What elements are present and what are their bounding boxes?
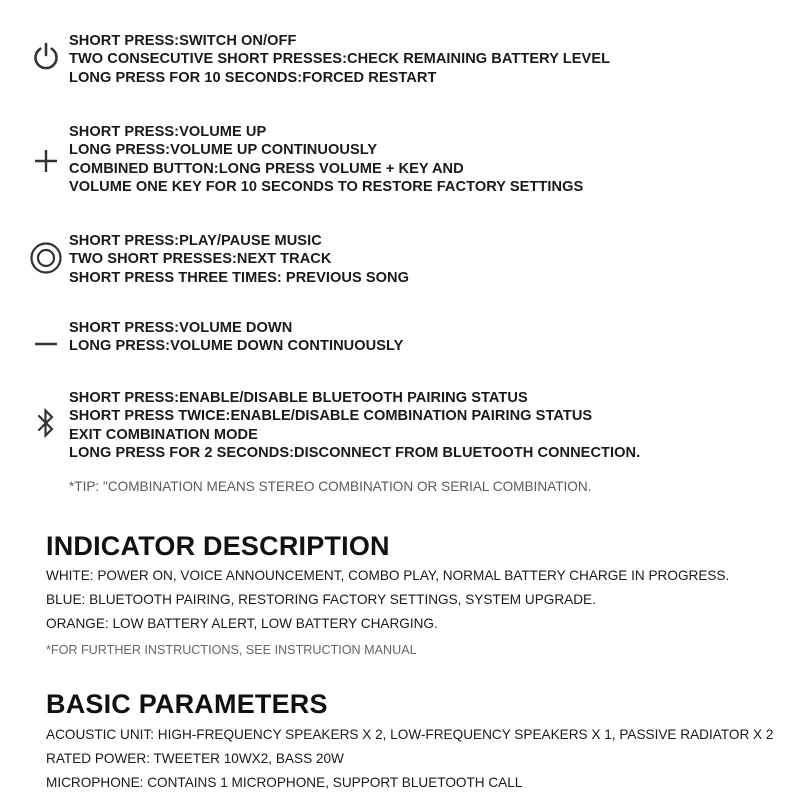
description-line: VOLUME ONE KEY FOR 10 SECONDS TO RESTORE FACTORY SETTINGS <box>69 179 584 196</box>
description-line: SHORT PRESS:VOLUME DOWN <box>69 320 293 336</box>
description-line: LONG PRESS:VOLUME DOWN CONTINUOUSLY <box>69 338 404 355</box>
power-button-description <box>69 32 789 87</box>
description-line: SHORT PRESS:PLAY/PAUSE MUSIC <box>69 233 322 249</box>
plus-icon <box>28 143 64 179</box>
description-line: SHORT PRESS THREE TIMES: PREVIOUS SONG <box>69 269 410 286</box>
description-line: SHORT PRESS TWICE:ENABLE/DISABLE COMBINATION PAIRING STATUS <box>69 408 593 425</box>
volume-up-button-description <box>69 123 789 197</box>
play-pause-circle-icon <box>28 240 64 276</box>
bluetooth-icon <box>28 405 64 441</box>
description-line: LONG PRESS FOR 2 SECONDS:DISCONNECT FROM BLUETOOTH CONNECTION. <box>69 445 641 462</box>
description-line: TWO CONSECUTIVE SHORT PRESSES:CHECK REMAINING BATTERY LEVEL <box>69 51 611 68</box>
indicator-line-orange: ORANGE: LOW BATTERY ALERT, LOW BATTERY CHARGING. <box>46 616 438 631</box>
combination-tip: *TIP: "COMBINATION MEANS STEREO COMBINATION OR SERIAL COMBINATION. <box>69 479 592 494</box>
description-line: SHORT PRESS:SWITCH ON/OFF <box>69 33 297 49</box>
parameter-rated-power: RATED POWER: TWEETER 10WX2, BASS 20W <box>46 751 344 766</box>
power-icon <box>28 38 64 74</box>
bluetooth-button-description <box>69 389 789 463</box>
minus-icon <box>28 321 64 357</box>
parameters-title: BASIC PARAMETERS <box>46 689 328 719</box>
description-line: SHORT PRESS:ENABLE/DISABLE BLUETOOTH PAIRING STATUS <box>69 390 528 406</box>
description-line: COMBINED BUTTON:LONG PRESS VOLUME + KEY AND <box>69 160 464 177</box>
instruction-manual-note: *FOR FURTHER INSTRUCTIONS, SEE INSTRUCTION MANUAL <box>46 643 417 657</box>
description-line: LONG PRESS:VOLUME UP CONTINUOUSLY <box>69 142 378 159</box>
description-line: LONG PRESS FOR 10 SECONDS:FORCED RESTART <box>69 69 437 86</box>
volume-down-button-description <box>69 319 789 356</box>
play-pause-button-description <box>69 232 789 287</box>
description-line: EXIT COMBINATION MODE <box>69 426 258 443</box>
parameter-acoustic-unit: ACOUSTIC UNIT: HIGH-FREQUENCY SPEAKERS X 2, LOW-FREQUENCY SPEAKERS X 1, PASSIVE RADIATOR X 2 <box>46 727 774 742</box>
indicator-line-blue: BLUE: BLUETOOTH PAIRING, RESTORING FACTORY SETTINGS, SYSTEM UPGRADE. <box>46 592 596 607</box>
description-line: SHORT PRESS:VOLUME UP <box>69 124 267 140</box>
indicator-title: INDICATOR DESCRIPTION <box>46 531 390 561</box>
indicator-line-white: WHITE: POWER ON, VOICE ANNOUNCEMENT, COMBO PLAY, NORMAL BATTERY CHARGE IN PROGRESS. <box>46 568 730 583</box>
description-line: TWO SHORT PRESSES:NEXT TRACK <box>69 251 332 268</box>
parameter-microphone: MICROPHONE: CONTAINS 1 MICROPHONE, SUPPORT BLUETOOTH CALL <box>46 775 523 790</box>
